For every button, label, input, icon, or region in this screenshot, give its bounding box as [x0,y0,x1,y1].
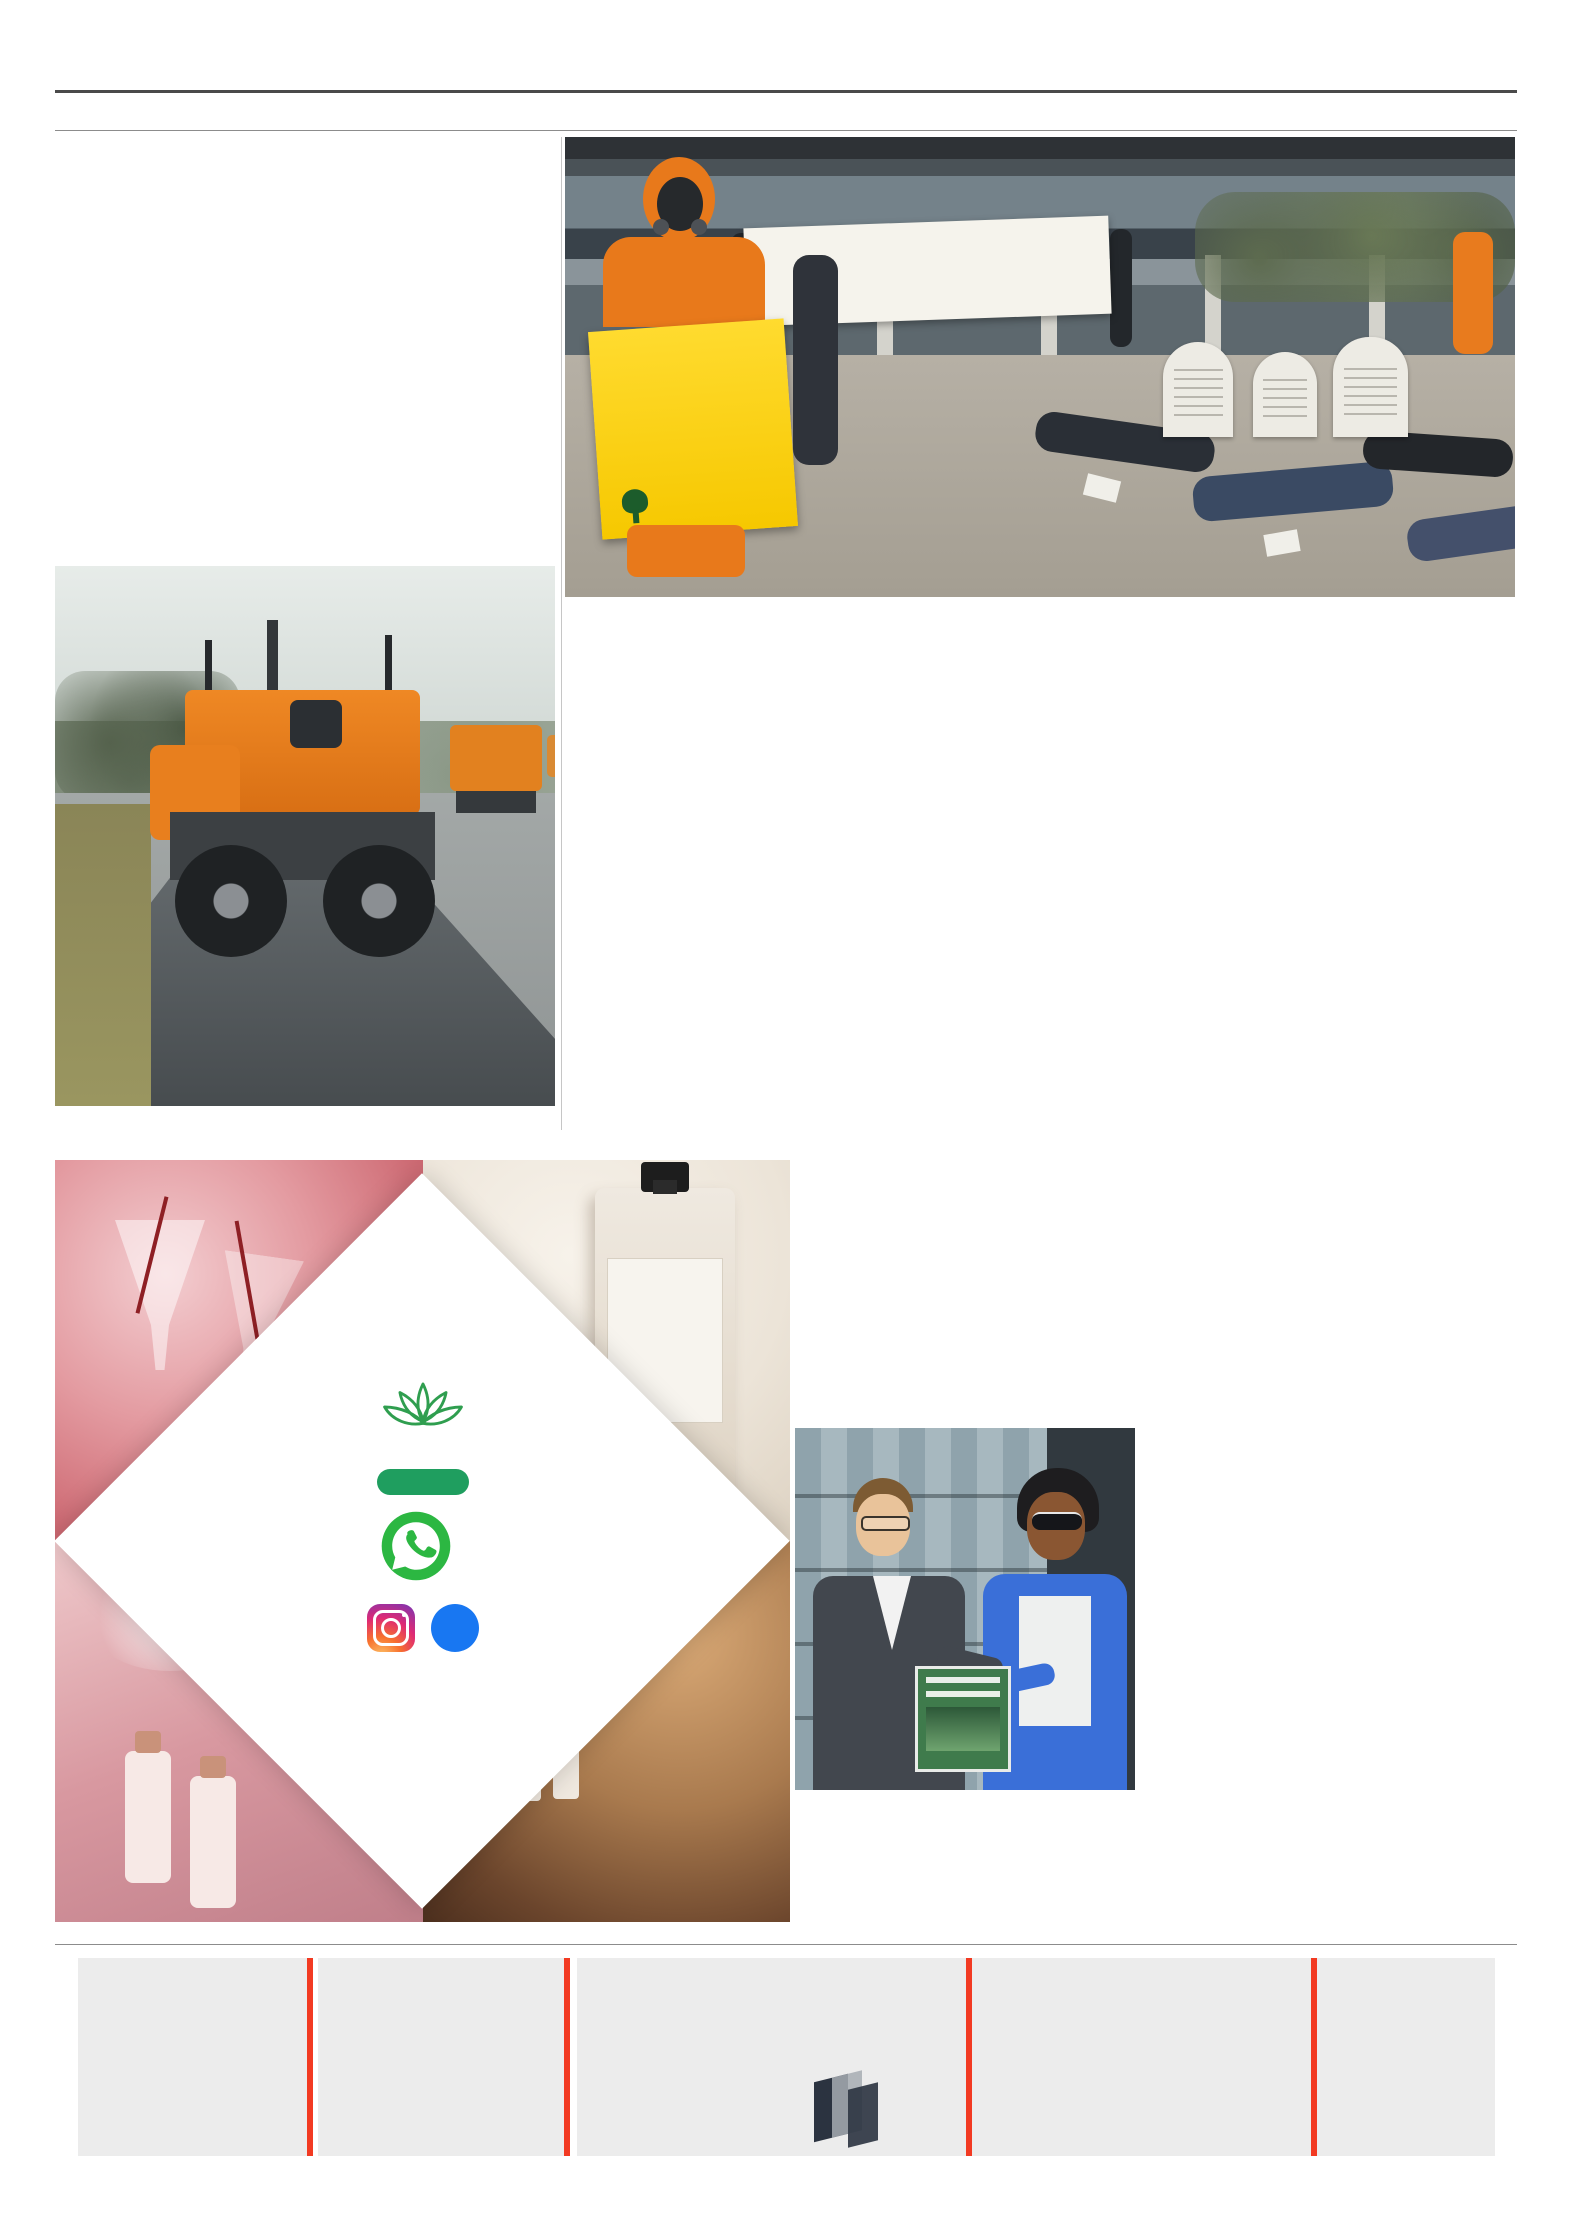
banner-text [602,345,774,357]
grass-verge [55,804,151,1106]
press-council-fair-logo [808,2074,958,2146]
clean-air-column-2 [1148,845,1492,1943]
glasses [861,1516,910,1531]
die-in-protest-photo [565,137,1515,597]
banner-text [756,224,1097,236]
sunglasses [1032,1512,1082,1530]
standing-protester [793,255,838,465]
mask-canister [691,219,707,235]
protester-shoulders [603,237,765,327]
address-row [92,1994,295,2030]
yellow-protest-banner [588,318,798,539]
greenpeace-tree-icon [617,488,654,528]
roadworks-photo [55,566,555,1106]
facebook-icon[interactable] [431,1604,479,1652]
banner-text [601,333,773,345]
toll-article-column-1 [55,247,299,565]
footer-conduct-block [577,1958,966,2156]
header-rule [55,90,1517,93]
footer-audit-block [1317,1958,1495,2156]
report-handover-photo [795,1428,1135,1790]
page-header [55,62,69,82]
enello-lotus-icon [375,1378,471,1436]
whatsapp-row [381,1511,465,1581]
standing-protester-vest [1453,232,1493,354]
clean-air-column-1 [795,880,1133,1423]
mock-tombstone [1163,342,1233,437]
second-roller [450,725,542,791]
instagram-icon[interactable] [367,1604,415,1652]
mock-tombstone [1333,337,1408,437]
banner-scribble [756,224,1097,236]
order-now-button[interactable] [377,1469,469,1495]
whatsapp-icon[interactable] [381,1511,451,1581]
header-separator [55,62,69,81]
roller-wheel [175,845,287,957]
column-divider [561,137,562,1130]
footer-divider [564,1958,570,2156]
footer-rule [55,1944,1517,1945]
roller-exhaust [267,620,278,698]
footer-publisher-block [972,1958,1311,2156]
address-label [92,1994,172,2030]
roller-wheel [323,845,435,957]
mask-canister [653,219,669,235]
ad-content [55,1160,790,1922]
section-rule [55,130,1517,131]
footer-masthead-block [78,1958,307,2156]
roller-seat [290,700,342,748]
banner-holder-figure [1110,229,1132,347]
tee-shirt [1019,1596,1091,1726]
enello-advert [55,1160,790,1922]
toll-article-column-2 [309,247,555,565]
mock-tombstone [1253,352,1317,437]
third-roller [547,735,555,777]
social-icons [367,1604,479,1652]
protester-legs [627,525,745,577]
footer-contact-block [318,1958,564,2156]
report-booklet [915,1666,1011,1772]
banner-text [601,333,773,345]
footer-divider [307,1958,313,2156]
banner-text [756,224,1097,236]
